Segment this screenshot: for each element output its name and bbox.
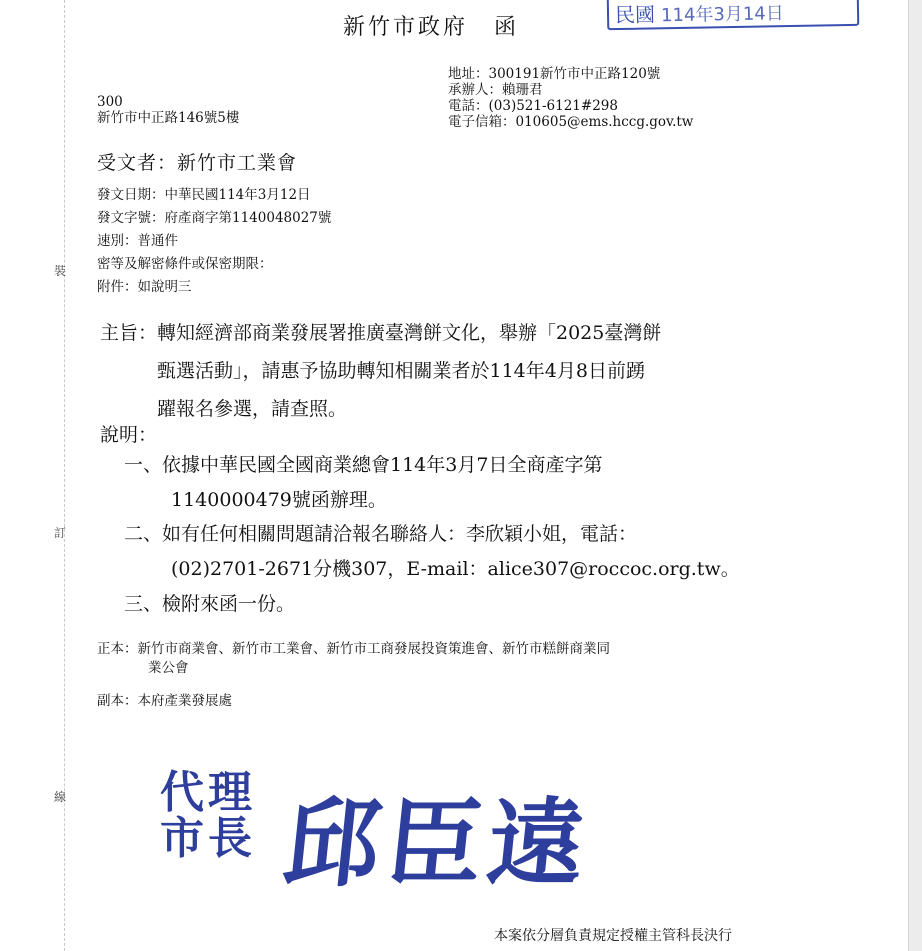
recipient-address — [97, 94, 239, 126]
margin-mark-ding: 訂 — [54, 526, 67, 540]
explanation-line: 1140000479號函辦理。 — [171, 489, 387, 511]
secrecy-level: 密等及解密條件或保密期限： — [97, 256, 273, 272]
received-date-stamp — [607, 0, 860, 30]
signature-title-row: 市長 — [160, 813, 256, 864]
explanation-line: 二、如有任何相關問題請洽報名聯絡人：李欣穎小姐，電話： — [124, 523, 638, 545]
subject-line: 甄選活動」，請惠予協助轉知相關業者於114年4月8日前踴 — [157, 360, 645, 382]
explanation-item — [124, 448, 602, 518]
copy-recipients: 副本：本府產業發展處 — [97, 693, 232, 709]
stamp-label: 民國 — [614, 2, 656, 28]
recipient-street: 新竹市中正路146號5樓 — [97, 110, 240, 126]
page-edge — [908, 0, 922, 951]
subject-line: 主旨：轉知經濟部商業發展署推廣臺灣餅文化，舉辦「2025臺灣餅 — [100, 322, 662, 344]
margin-mark-xian: 線 — [54, 790, 67, 804]
explanation-item — [124, 587, 295, 622]
document-meta — [97, 184, 331, 299]
recipient: 受文者：新竹市工業會 — [97, 152, 298, 174]
document-number: 發文字號：府產商字第1140048027號 — [97, 210, 332, 226]
issuer-name: 新竹市政府 — [343, 15, 469, 40]
original-recipients-line: 業公會 — [148, 660, 189, 676]
subject-section — [100, 314, 661, 428]
issue-date: 發文日期：中華民國114年3月12日 — [97, 187, 311, 203]
stamp-date: 114年3月14日 — [660, 3, 784, 27]
original-recipients-line: 正本：新竹市商業會、新竹市工業會、新竹市工商發展投資策進會、新竹市糕餅商業同 — [97, 641, 610, 657]
explanation-item — [124, 517, 740, 587]
signature-title — [160, 767, 256, 864]
contact-person: 承辦人：賴珊君 — [448, 82, 543, 98]
attachment-note: 附件：如說明三 — [97, 279, 192, 295]
explanation-line: (02)2701-2671分機307，E-mail：alice307@roccoc.org.tw。 — [171, 558, 740, 580]
contact-email: 電子信箱：010605@ems.hccg.gov.tw — [448, 114, 694, 130]
explanation-line: 一、依據中華民國全國商業總會114年3月7日全商產字第 — [124, 454, 603, 476]
explanation-heading: 說明： — [100, 424, 158, 446]
margin-mark-zhuang: 裝 — [54, 264, 67, 278]
binding-line — [64, 0, 65, 951]
contact-phone: 電話：(03)521-6121#298 — [448, 98, 618, 114]
subject-line: 躍報名參選，請查照。 — [157, 398, 348, 420]
sender-info — [448, 66, 693, 130]
explanation-line: 三、檢附來函一份。 — [124, 593, 296, 615]
signature-title-row: 代理 — [160, 767, 256, 818]
sender-address: 地址：300191新竹市中正路120號 — [448, 66, 661, 82]
document-title — [343, 10, 519, 41]
document-type: 函 — [494, 15, 520, 40]
signature-name: 邱臣遠 — [278, 787, 597, 900]
original-recipients — [97, 640, 610, 678]
authorization-footer: 本案依分層負責規定授權主管科長決行 — [494, 928, 732, 944]
recipient-postcode: 300 — [97, 94, 123, 110]
delivery-speed: 速別：普通件 — [97, 233, 178, 249]
